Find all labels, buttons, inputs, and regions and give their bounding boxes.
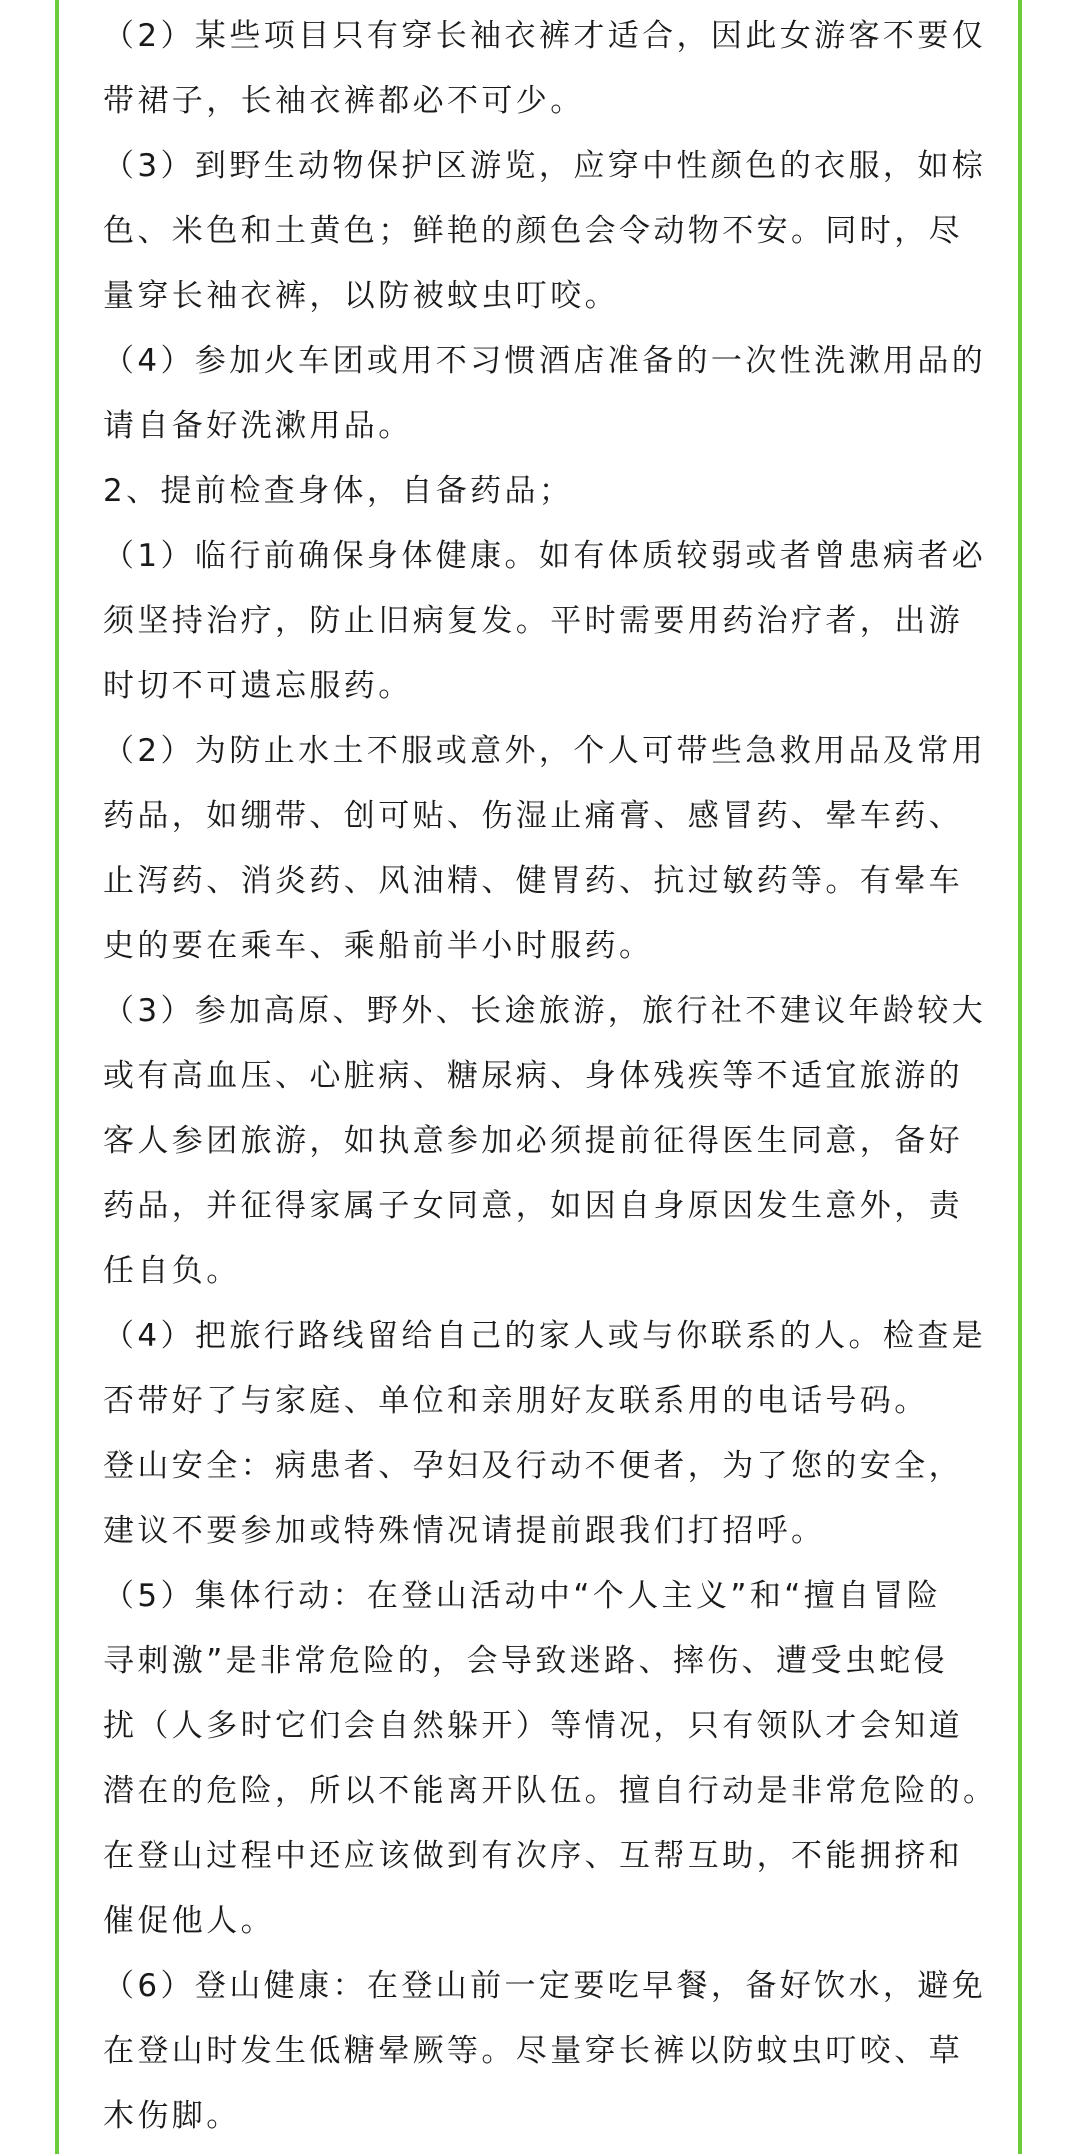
text-line: 时切不可遗忘服药。 bbox=[103, 668, 413, 704]
section-heading-health bbox=[103, 459, 995, 524]
text-line: 催促他人。 bbox=[103, 1903, 275, 1939]
text-line: 药品，如绷带、创可贴、伤湿止痛膏、感冒药、晕车药、 bbox=[103, 798, 963, 834]
text-line: 量穿长袖衣裤，以防被蚊虫叮咬。 bbox=[103, 278, 619, 314]
text-line: 否带好了与家庭、单位和亲朋好友联系用的电话号码。 bbox=[103, 1383, 929, 1419]
paragraph-climbing-health bbox=[103, 1954, 995, 2149]
document-body bbox=[103, 4, 998, 2149]
text-line: 2、提前检查身体，自备药品； bbox=[103, 473, 574, 509]
paragraph-health-2 bbox=[103, 719, 995, 979]
text-line: 在登山时发生低糖晕厥等。尽量穿长裤以防蚊虫叮咬、草 bbox=[103, 2033, 963, 2069]
text-line: （2）某些项目只有穿长袖衣裤才适合，因此女游客不要仅 bbox=[103, 18, 987, 54]
text-line: 客人参团旅游，如执意参加必须提前征得医生同意，备好 bbox=[103, 1123, 963, 1159]
paragraph-group-action bbox=[103, 1564, 998, 1954]
text-line: 在登山过程中还应该做到有次序、互帮互助，不能拥挤和 bbox=[103, 1838, 963, 1874]
paragraph-health-1 bbox=[103, 524, 995, 719]
text-line: 请自备好洗漱用品。 bbox=[103, 408, 413, 444]
paragraph-clothing-4 bbox=[103, 329, 995, 459]
paragraph-clothing-3 bbox=[103, 134, 995, 329]
text-line: （4）把旅行路线留给自己的家人或与你联系的人。检查是 bbox=[103, 1318, 987, 1354]
paragraph-clothing-2 bbox=[103, 4, 995, 134]
text-line: （3）参加高原、野外、长途旅游，旅行社不建议年龄较大 bbox=[103, 993, 987, 1029]
text-line: 须坚持治疗，防止旧病复发。平时需要用药治疗者，出游 bbox=[103, 603, 963, 639]
text-line: 或有高血压、心脏病、糖尿病、身体残疾等不适宜旅游的 bbox=[103, 1058, 963, 1094]
text-line: （4）参加火车团或用不习惯酒店准备的一次性洗漱用品的 bbox=[103, 343, 987, 379]
text-line: 扰（人多时它们会自然躲开）等情况，只有领队才会知道 bbox=[103, 1708, 963, 1744]
paragraph-health-4 bbox=[103, 1304, 995, 1434]
text-line: （2）为防止水土不服或意外，个人可带些急救用品及常用 bbox=[103, 733, 987, 769]
text-line: （5）集体行动：在登山活动中“个人主义”和“擅自冒险 bbox=[103, 1578, 942, 1614]
text-line: 登山安全：病患者、孕妇及行动不便者，为了您的安全， bbox=[103, 1448, 963, 1484]
text-line: 史的要在乘车、乘船前半小时服药。 bbox=[103, 928, 654, 964]
text-line: （1）临行前确保身体健康。如有体质较弱或者曾患病者必 bbox=[103, 538, 987, 574]
text-line: （3）到野生动物保护区游览，应穿中性颜色的衣服，如棕 bbox=[103, 148, 987, 184]
text-line: 止泻药、消炎药、风油精、健胃药、抗过敏药等。有晕车 bbox=[103, 863, 963, 899]
text-line: 色、米色和土黄色；鲜艳的颜色会令动物不安。同时，尽 bbox=[103, 213, 963, 249]
text-line: 任自负。 bbox=[103, 1253, 241, 1289]
paragraph-health-3 bbox=[103, 979, 995, 1304]
text-line: 木伤脚。 bbox=[103, 2098, 241, 2134]
paragraph-climbing-safety bbox=[103, 1434, 995, 1564]
text-line: 药品，并征得家属子女同意，如因自身原因发生意外，责 bbox=[103, 1188, 963, 1224]
text-line: 带裙子，长袖衣裤都必不可少。 bbox=[103, 83, 585, 119]
text-line: 寻刺激”是非常危险的，会导致迷路、摔伤、遭受虫蛇侵 bbox=[103, 1643, 949, 1679]
text-line: 建议不要参加或特殊情况请提前跟我们打招呼。 bbox=[103, 1513, 826, 1549]
text-line: 潜在的危险，所以不能离开队伍。擅自行动是非常危险的。 bbox=[103, 1773, 998, 1809]
text-line: （6）登山健康：在登山前一定要吃早餐，备好饮水，避免 bbox=[103, 1968, 987, 2004]
